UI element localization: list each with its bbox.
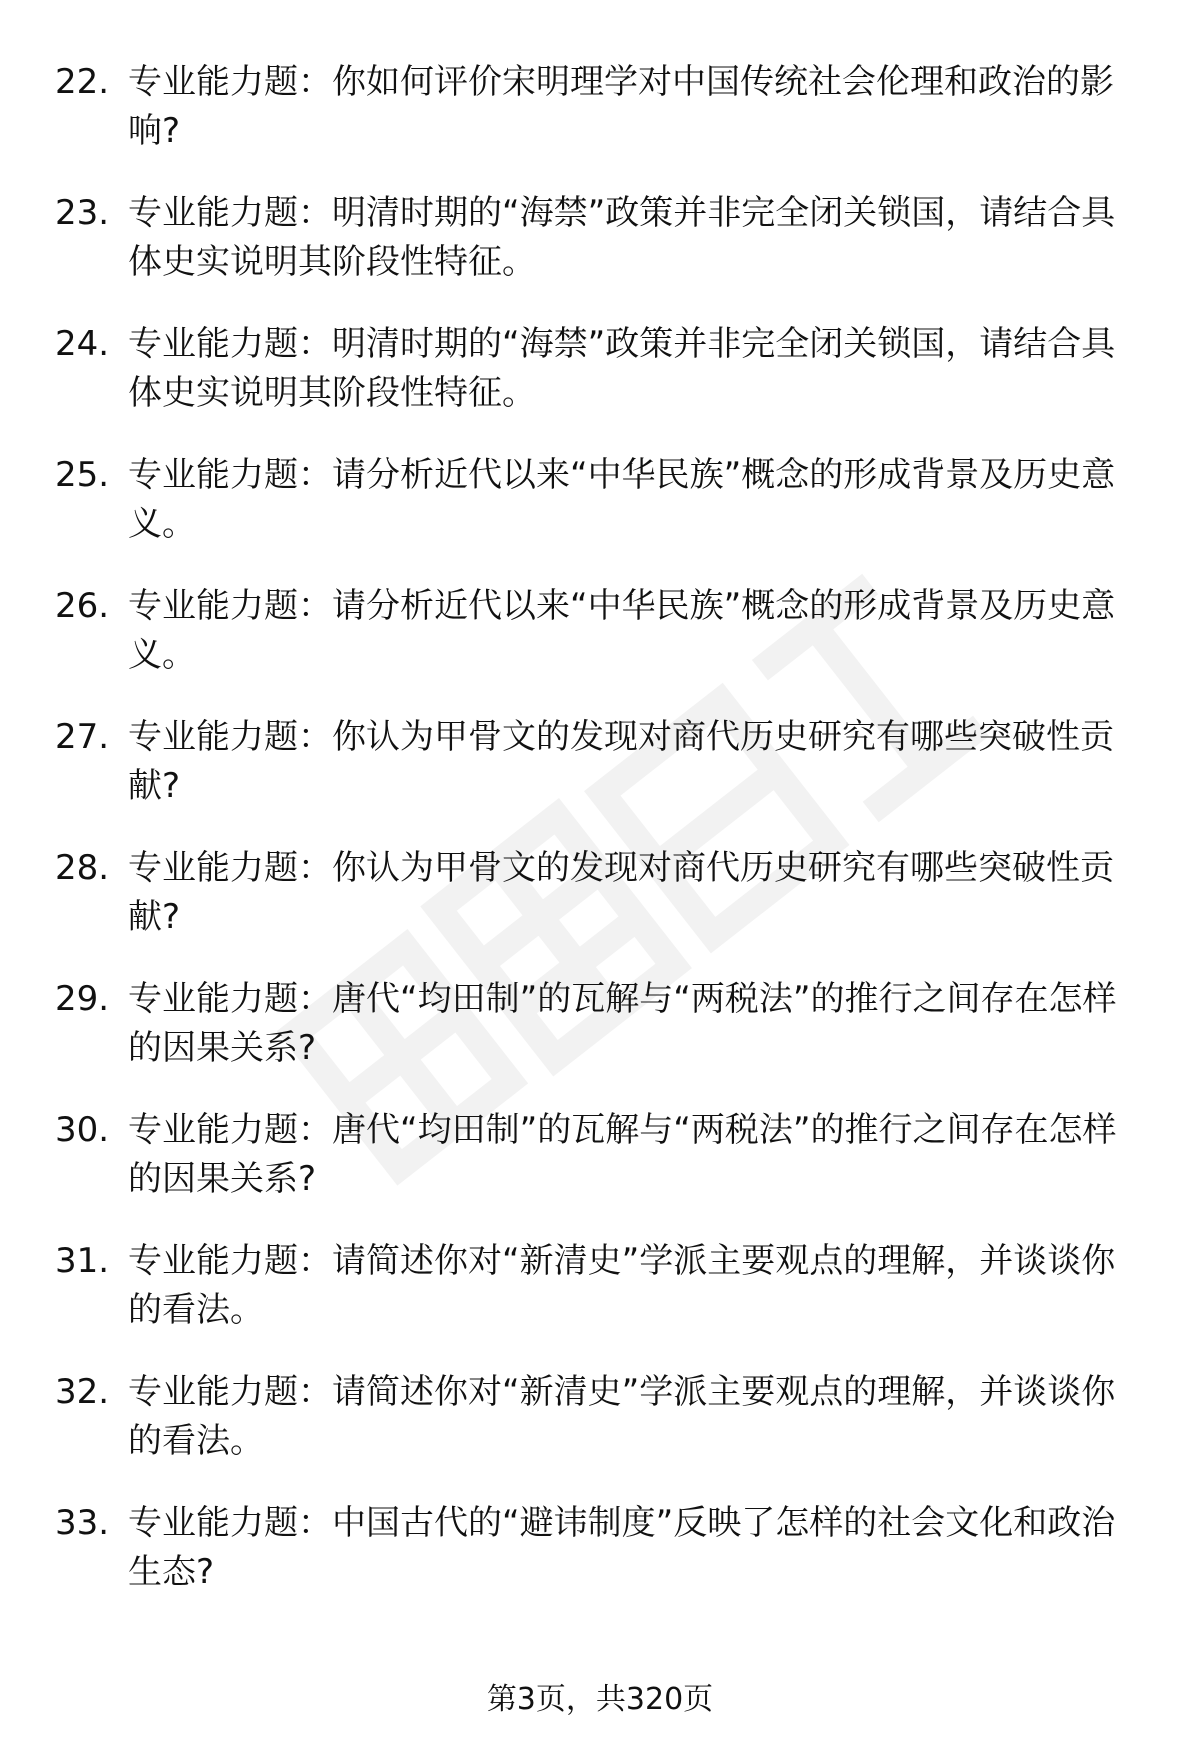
question-item — [55, 1499, 1155, 1597]
question-text: 专业能力题：你如何评价宋明理学对中国传统社会伦理和政治的影响? — [128, 62, 1114, 151]
question-number: 31. — [55, 1241, 110, 1281]
question-text: 专业能力题：明清时期的“海禁”政策并非完全闭关锁国，请结合具体史实说明其阶段性特征。 — [128, 193, 1116, 282]
question-text: 专业能力题：请简述你对“新清史”学派主要观点的理解，并谈谈你的看法。 — [128, 1372, 1116, 1461]
question-number: 25. — [55, 455, 110, 495]
question-text: 专业能力题：请分析近代以来“中华民族”概念的形成背景及历史意义。 — [128, 586, 1116, 675]
question-text: 专业能力题：唐代“均田制”的瓦解与“两税法”的推行之间存在怎样的因果关系? — [128, 979, 1117, 1068]
question-text: 专业能力题：明清时期的“海禁”政策并非完全闭关锁国，请结合具体史实说明其阶段性特征。 — [128, 324, 1116, 413]
question-number: 28. — [55, 848, 110, 888]
question-list — [55, 58, 1155, 1630]
question-number: 24. — [55, 324, 110, 364]
question-text: 专业能力题：唐代“均田制”的瓦解与“两税法”的推行之间存在怎样的因果关系? — [128, 1110, 1117, 1199]
question-item — [55, 1106, 1155, 1204]
question-item — [55, 451, 1155, 549]
question-item — [55, 189, 1155, 287]
question-number: 22. — [55, 62, 110, 102]
question-text: 专业能力题：你认为甲骨文的发现对商代历史研究有哪些突破性贡献? — [128, 848, 1114, 937]
question-number: 32. — [55, 1372, 110, 1412]
question-item — [55, 320, 1155, 418]
question-item — [55, 713, 1155, 811]
question-text: 专业能力题：请简述你对“新清史”学派主要观点的理解，并谈谈你的看法。 — [128, 1241, 1116, 1330]
question-number: 29. — [55, 979, 110, 1019]
question-item — [55, 58, 1155, 156]
question-item — [55, 844, 1155, 942]
question-number: 33. — [55, 1503, 110, 1543]
question-item — [55, 1368, 1155, 1466]
question-item — [55, 975, 1155, 1073]
question-text: 专业能力题：你认为甲骨文的发现对商代历史研究有哪些突破性贡献? — [128, 717, 1114, 806]
question-number: 23. — [55, 193, 110, 233]
question-item — [55, 1237, 1155, 1335]
page-footer: 第3页，共320页 — [486, 1682, 714, 1717]
question-item — [55, 582, 1155, 680]
question-number: 30. — [55, 1110, 110, 1150]
question-text: 专业能力题：请分析近代以来“中华民族”概念的形成背景及历史意义。 — [128, 455, 1116, 544]
question-text: 专业能力题：中国古代的“避讳制度”反映了怎样的社会文化和政治生态? — [128, 1503, 1116, 1592]
question-number: 26. — [55, 586, 110, 626]
question-number: 27. — [55, 717, 110, 757]
